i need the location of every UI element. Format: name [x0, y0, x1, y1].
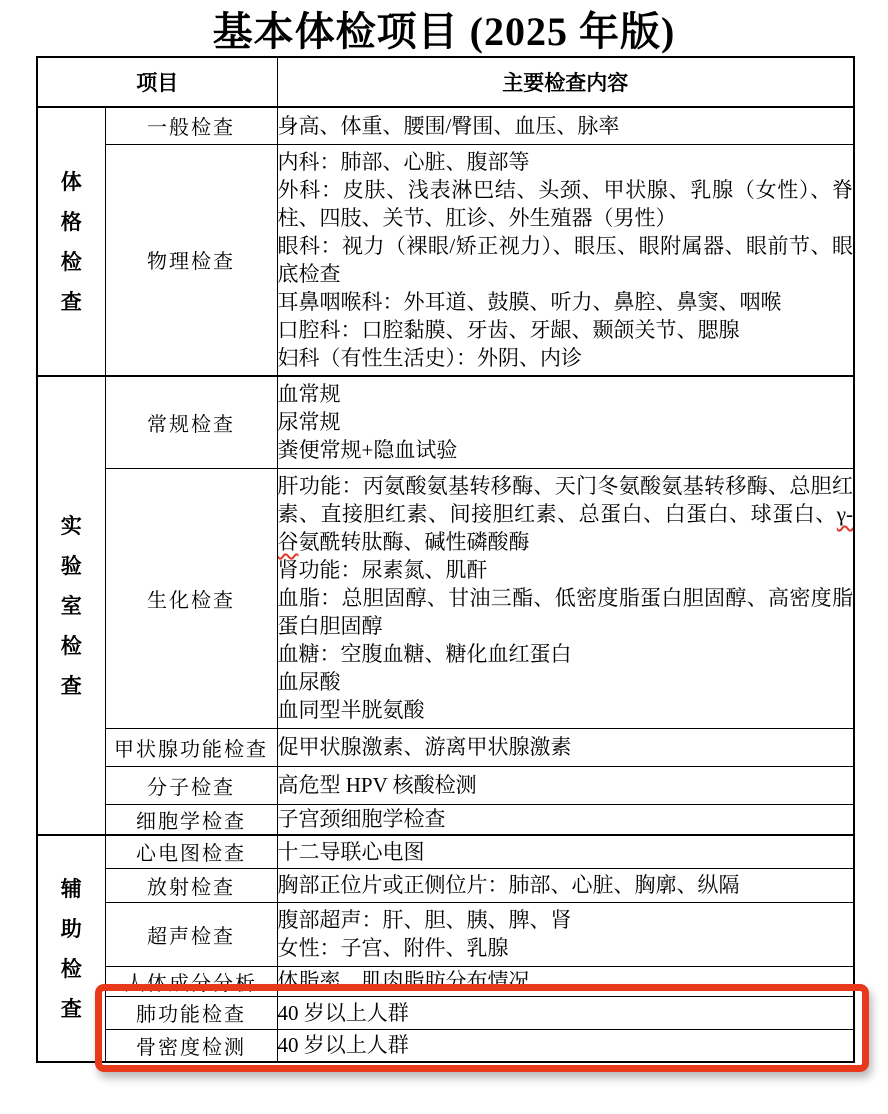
content-cell-general: [277, 107, 854, 144]
table-row: [37, 835, 854, 868]
table-row: [37, 966, 854, 996]
item-cell-general: 一般检查: [105, 107, 277, 144]
content-line: 十二导联心电图: [277, 839, 425, 864]
item-cell-thyroid: 甲状腺功能检查: [105, 728, 277, 766]
table-row: [37, 144, 854, 376]
header-cell-content: 主要检查内容: [277, 57, 854, 107]
content-line: 口腔科：口腔黏膜、牙齿、牙龈、颞颌关节、腮腺: [277, 317, 740, 342]
table-row: [37, 902, 854, 966]
table-header-row: [37, 57, 854, 107]
item-cell-biochem: 生化检查: [105, 468, 277, 728]
content-line: 子宫颈细胞学检查: [277, 807, 446, 832]
content-line: 粪便常规+隐血试验: [277, 438, 458, 463]
content-cell-lung-function: [277, 996, 854, 1029]
content-line: 妇科（有性生活史）：外阴、内诊: [277, 345, 582, 370]
content-line: 血脂：总胆固醇、甘油三酯、低密度脂蛋白胆固醇、高密度脂蛋白胆固醇: [277, 586, 853, 638]
section-label-auxiliary: 辅 助 检 查: [37, 835, 105, 1062]
item-cell-molecular: 分子检查: [105, 766, 277, 804]
table-row: [37, 468, 854, 728]
table-row: [37, 1029, 854, 1062]
table-row: [37, 804, 854, 835]
content-cell-molecular: [277, 766, 854, 804]
content-line: 胸部正位片或正侧位片：肺部、心脏、胸廓、纵隔: [277, 873, 740, 897]
table-row: [37, 996, 854, 1029]
content-line: 内科：肺部、心脏、腹部等: [277, 149, 530, 174]
item-cell-body-composition: 人体成分分析: [105, 966, 277, 996]
content-cell-body-composition: [277, 966, 854, 996]
item-cell-ultrasound: 超声检查: [105, 902, 277, 966]
item-cell-lung-function: 肺功能检查: [105, 996, 277, 1029]
item-cell-radiology: 放射检查: [105, 868, 277, 902]
content-cell-ultrasound: [277, 902, 854, 966]
content-cell-ecg: [277, 835, 854, 868]
content-cell-bone-density: [277, 1029, 854, 1062]
content-line: 促甲状腺激素、游离甲状腺激素: [277, 735, 572, 759]
content-line: 尿常规: [277, 410, 341, 435]
content-cell-thyroid: [277, 728, 854, 766]
content-cell-biochem: [277, 468, 854, 728]
content-line: 身高、体重、腰围/臀围、血压、脉率: [277, 113, 620, 138]
section-label-physical-exam: 体 格 检 查: [37, 107, 105, 376]
table-row: [37, 376, 854, 468]
item-cell-bone-density: 骨密度检测: [105, 1029, 277, 1062]
content-line: 40 岁以上人群: [277, 1033, 409, 1058]
table-row: [37, 728, 854, 766]
item-cell-cytology: 细胞学检查: [105, 804, 277, 835]
table-row: [37, 868, 854, 902]
content-line: 腹部超声：肝、胆、胰、脾、肾: [277, 908, 572, 932]
content-cell-physical: [277, 144, 854, 376]
content-line: 外科：皮肤、浅表淋巴结、头颈、甲状腺、乳腺（女性）、脊柱、四肢、关节、肛诊、外生殖器（男性）: [277, 177, 853, 230]
table-row: [37, 766, 854, 804]
content-line: 血糖：空腹血糖、糖化血红蛋白: [277, 642, 572, 666]
header-cell-project: 项目: [37, 57, 277, 107]
content-line: 女性：子宫、附件、乳腺: [277, 936, 509, 960]
content-line: 血常规: [277, 382, 341, 407]
content-cell-cytology: [277, 804, 854, 835]
table-row: [37, 107, 854, 144]
content-line: 体脂率、肌肉脂肪分布情况: [277, 969, 530, 993]
spellcheck-underline: γ-谷: [277, 502, 853, 554]
item-cell-physical: 物理检查: [105, 144, 277, 376]
content-line: 耳鼻咽喉科：外耳道、鼓膜、听力、鼻腔、鼻窦、咽喉: [277, 289, 782, 314]
content-cell-routine: [277, 376, 854, 468]
section-label-laboratory: 实 验 室 检 查: [37, 376, 105, 835]
exam-table: [36, 56, 855, 1063]
content-line: 高危型 HPV 核酸检测: [277, 773, 477, 797]
content-cell-radiology: [277, 868, 854, 902]
content-line: 血尿酸: [277, 670, 341, 694]
page-title: 基本体检项目 (2025 年版): [212, 9, 676, 54]
content-line: 肾功能：尿素氮、肌酐: [277, 558, 488, 582]
content-line: 肝功能：丙氨酸氨基转移酶、天门冬氨酸氨基转移酶、总胆红素、直接胆红素、间接胆红素、总蛋白、白蛋白、球蛋白、γ-谷氨酰转肽酶、碱性磷酸酶: [277, 474, 853, 554]
content-line: 眼科：视力（裸眼/矫正视力）、眼压、眼附属器、眼前节、眼底检查: [277, 233, 853, 286]
content-line: 血同型半胱氨酸: [277, 698, 425, 722]
item-cell-routine: 常规检查: [105, 376, 277, 468]
item-cell-ecg: 心电图检查: [105, 835, 277, 868]
content-line: 40 岁以上人群: [277, 1000, 409, 1025]
